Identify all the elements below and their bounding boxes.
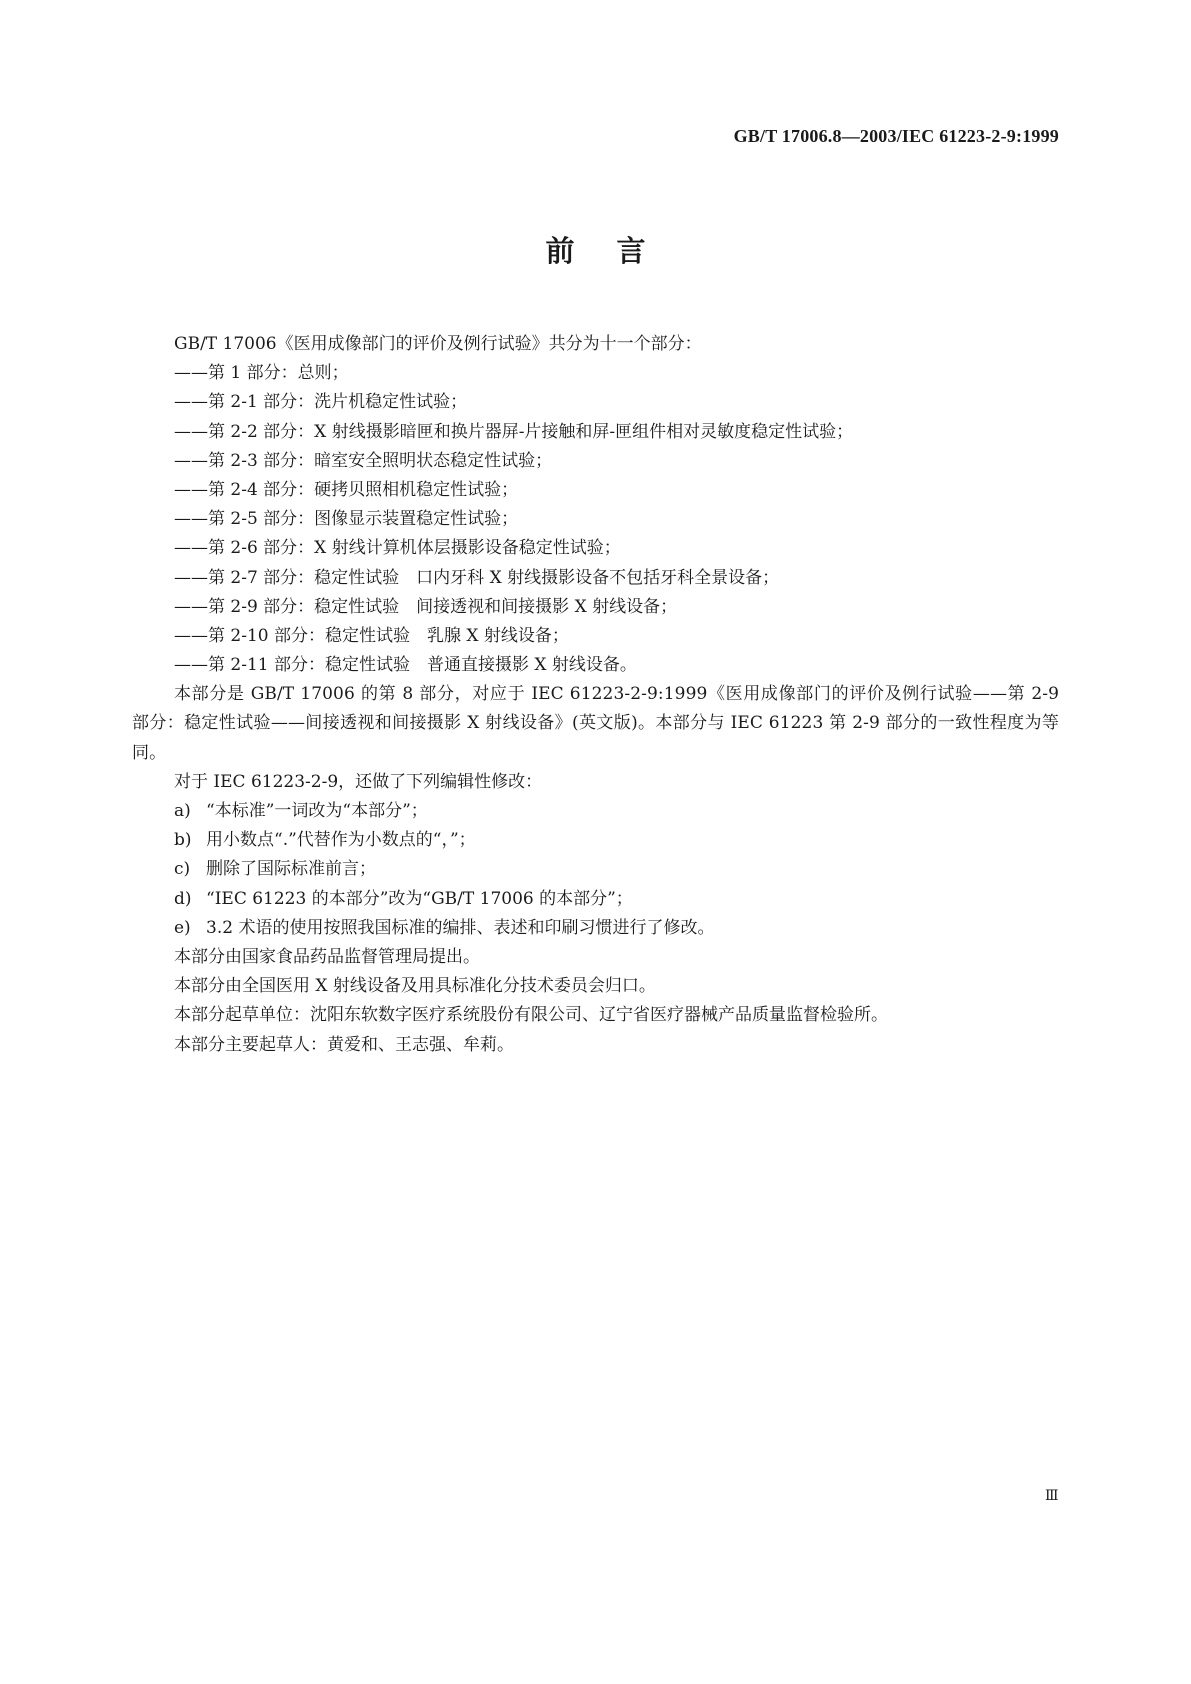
edit-marker: b) bbox=[174, 830, 192, 851]
edit-item bbox=[132, 855, 1059, 884]
proposer-line: 本部分由国家食品药品监督管理局提出。 bbox=[174, 946, 480, 967]
drafting-units-line: 本部分起草单位：沈阳东软数字医疗系统股份有限公司、辽宁省医疗器械产品质量监督检验所。 bbox=[174, 1005, 888, 1026]
edits-list bbox=[132, 797, 1059, 943]
edit-item bbox=[132, 826, 1059, 855]
edit-item bbox=[132, 914, 1059, 943]
part-item: ——第 2-4 部分：硬拷贝照相机稳定性试验； bbox=[174, 479, 519, 500]
correspondence-paragraph: 本部分是 GB/T 17006 的第 8 部分，对应于 IEC 61223-2-9:1999《医用成像部门的评价及例行试验——第 2-9 部分：稳定性试验——间接透视和间接摄影 X 射线设备》(英文版)。本部分与 IEC 61223 第 2-9 部分的一致性程度为等同。 bbox=[132, 684, 1059, 763]
part-item: ——第 1 部分：总则； bbox=[174, 363, 349, 384]
part-item: ——第 2-10 部分：稳定性试验 乳腺 X 射线设备； bbox=[174, 625, 569, 646]
page-number: Ⅲ bbox=[1044, 1489, 1059, 1504]
part-item: ——第 2-5 部分：图像显示装置稳定性试验； bbox=[174, 509, 519, 530]
edit-marker: e) bbox=[174, 917, 191, 938]
edit-item bbox=[132, 885, 1059, 914]
edit-item bbox=[132, 797, 1059, 826]
part-item: ——第 2-9 部分：稳定性试验 间接透视和间接摄影 X 射线设备； bbox=[174, 596, 678, 617]
edit-marker: a) bbox=[174, 801, 191, 822]
edit-marker: c) bbox=[174, 859, 191, 880]
page-title: 前言 bbox=[545, 234, 688, 268]
part-item: ——第 2-6 部分：X 射线计算机体层摄影设备稳定性试验； bbox=[174, 538, 621, 559]
intro-line: GB/T 17006《医用成像部门的评价及例行试验》共分为十一个部分： bbox=[174, 334, 702, 354]
part-item: ——第 2-11 部分：稳定性试验 普通直接摄影 X 射线设备。 bbox=[174, 655, 637, 676]
part-item: ——第 2-3 部分：暗室安全照明状态稳定性试验； bbox=[174, 450, 553, 471]
part-item: ——第 2-2 部分：X 射线摄影暗匣和换片器屏-片接触和屏-匣组件相对灵敏度稳定性试验； bbox=[174, 421, 854, 442]
foreword-body bbox=[132, 330, 1059, 1060]
committee-line: 本部分由全国医用 X 射线设备及用具标准化分技术委员会归口。 bbox=[174, 976, 656, 997]
part-item: ——第 2-1 部分：洗片机稳定性试验； bbox=[174, 392, 468, 413]
standard-code-header: GB/T 17006.8—2003/IEC 61223-2-9:1999 bbox=[733, 126, 1059, 146]
edit-text: “IEC 61223 的本部分”改为“GB/T 17006 的本部分”； bbox=[206, 888, 633, 909]
edits-intro: 对于 IEC 61223-2-9，还做了下列编辑性修改： bbox=[174, 771, 543, 792]
edit-text: “本标准”一词改为“本部分”； bbox=[206, 801, 428, 822]
drafters-line: 本部分主要起草人：黄爱和、王志强、牟莉。 bbox=[174, 1034, 514, 1055]
parts-list bbox=[132, 359, 1059, 680]
edit-text: 用小数点“.”代替作为小数点的“，”； bbox=[206, 830, 476, 851]
part-item: ——第 2-7 部分：稳定性试验 口内牙科 X 射线摄影设备不包括牙科全景设备； bbox=[174, 567, 780, 588]
edit-marker: d) bbox=[174, 888, 192, 909]
edit-text: 3.2 术语的使用按照我国标准的编排、表述和印刷习惯进行了修改。 bbox=[206, 917, 715, 938]
edit-text: 删除了国际标准前言； bbox=[206, 859, 376, 880]
